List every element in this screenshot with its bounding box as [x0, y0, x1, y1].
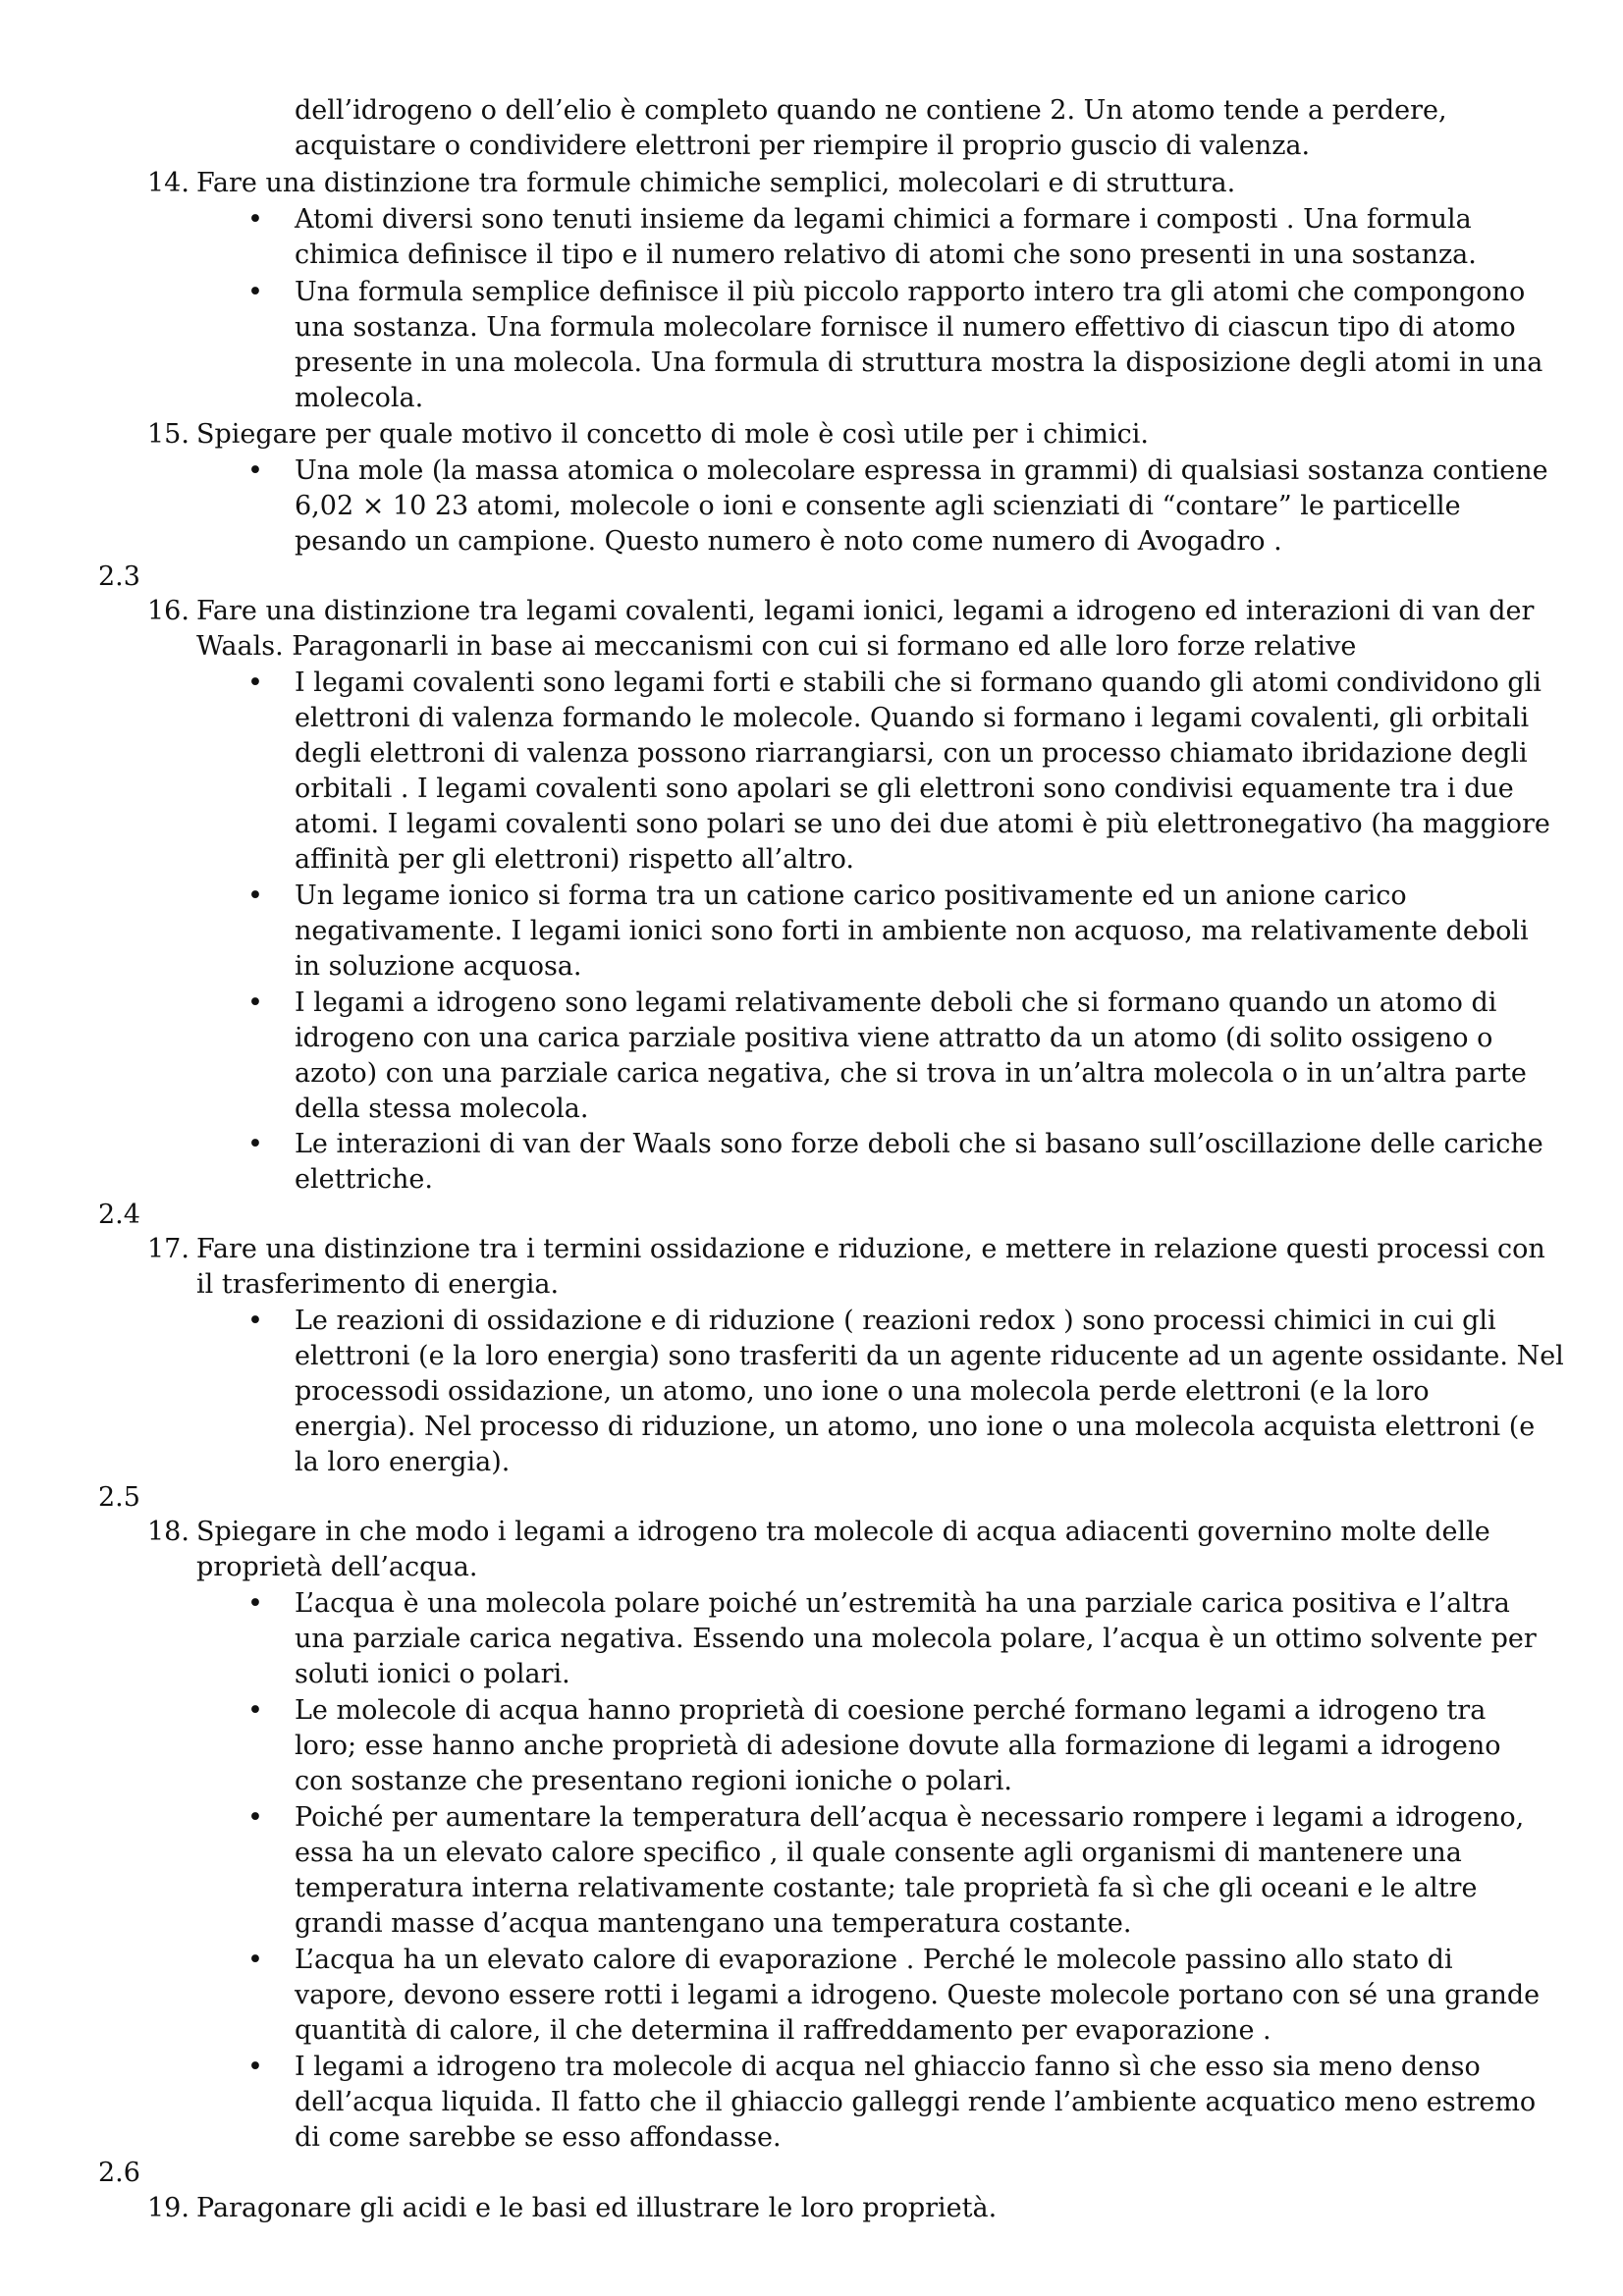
- bullet-text: I legami covalenti sono legami forti e stabili che si formano quando gli atomi condividono gli: [295, 667, 1542, 698]
- bullet-text: L’acqua ha un elevato calore di evaporazione . Perché le molecole passino allo stato di: [295, 1945, 1453, 1975]
- bullet-text: Poiché per aumentare la temperatura dell’acqua è necessario rompere i legami a idrogeno,: [295, 1802, 1525, 1833]
- question-number-16: 16.: [147, 596, 189, 626]
- question-title-18: proprietà dell’acqua.: [196, 1552, 478, 1582]
- bullet-text: Le molecole di acqua hanno proprietà di coesione perché formano legami a idrogeno tra: [295, 1695, 1487, 1726]
- bullet-text: essa ha un elevato calore specifico , il quale consente agli organismi di mantenere una: [295, 1838, 1462, 1868]
- bullet-marker: •: [247, 1306, 263, 1336]
- bullet-text: soluti ionici o polari.: [295, 1659, 570, 1689]
- bullet-text: Una formula semplice definisce il più piccolo rapporto intero tra gli atomi che compongono: [295, 277, 1526, 307]
- bullet-text: energia). Nel processo di riduzione, un atomo, uno ione o una molecola acquista elettroni (e: [295, 1412, 1536, 1442]
- bullet-marker: •: [247, 1802, 263, 1833]
- bullet-text: processodi ossidazione, un atomo, uno ione o una molecola perde elettroni (e la loro: [295, 1376, 1430, 1407]
- bullet-text: 6,02 × 10 23 atomi, molecole o ioni e consente agli scienziati di “contare” le particelle: [295, 491, 1461, 521]
- bullet-text: L’acqua è una molecola polare poiché un’estremità ha una parziale carica positiva e l’altra: [295, 1588, 1510, 1619]
- question-title-16: Fare una distinzione tra legami covalenti, legami ionici, legami a idrogeno ed interazioni di van der: [196, 596, 1535, 626]
- bullet-marker: •: [247, 1945, 263, 1975]
- bullet-text: temperatura interna relativamente costante; tale proprietà fa sì che gli oceani e le altre: [295, 1873, 1478, 1903]
- section-heading-2-5: 2.5: [98, 1482, 140, 1513]
- bullet-text: Le interazioni di van der Waals sono forze deboli che si basano sull’oscillazione delle cariche: [295, 1129, 1543, 1159]
- question-title-17: il trasferimento di energia.: [196, 1269, 560, 1300]
- bullet-text: orbitali . I legami covalenti sono apolari se gli elettroni sono condivisi equamente tra i due: [295, 774, 1514, 804]
- intro-line: acquistare o condividere elettroni per riempire il proprio guscio di valenza.: [295, 131, 1311, 161]
- bullet-text: Una mole (la massa atomica o molecolare espressa in grammi) di qualsiasi sostanza contiene: [295, 455, 1548, 486]
- question-title-17: Fare una distinzione tra i termini ossidazione e riduzione, e mettere in relazione questi processi con: [196, 1234, 1545, 1264]
- bullet-text: elettroni (e la loro energia) sono trasferiti da un agente riducente ad un agente ossidante. Nel: [295, 1341, 1564, 1371]
- bullet-text: chimica definisce il tipo e il numero relativo di atomi che sono presenti in una sostanza.: [295, 240, 1477, 270]
- question-number-19: 19.: [147, 2193, 189, 2223]
- bullet-text: I legami a idrogeno tra molecole di acqua nel ghiaccio fanno sì che esso sia meno denso: [295, 2052, 1481, 2082]
- question-title-14: Fare una distinzione tra formule chimiche semplici, molecolari e di struttura.: [196, 168, 1236, 198]
- bullet-text: della stessa molecola.: [295, 1094, 589, 1124]
- question-title-15: Spiegare per quale motivo il concetto di mole è così utile per i chimici.: [196, 419, 1149, 450]
- bullet-text: idrogeno con una carica parziale positiva viene attratto da un atomo (di solito ossigeno o: [295, 1023, 1493, 1053]
- bullet-text: la loro energia).: [295, 1447, 511, 1477]
- bullet-text: Atomi diversi sono tenuti insieme da legami chimici a formare i composti . Una formula: [295, 204, 1472, 235]
- question-number-15: 15.: [147, 419, 189, 450]
- bullet-text: di come sarebbe se esso affondasse.: [295, 2122, 782, 2153]
- bullet-text: in soluzione acquosa.: [295, 951, 582, 982]
- bullet-text: una parziale carica negativa. Essendo una molecola polare, l’acqua è un ottimo solvente per: [295, 1624, 1537, 1654]
- section-heading-2-4: 2.4: [98, 1200, 140, 1230]
- question-title-16: Waals. Paragonarli in base ai meccanismi con cui si formano ed alle loro forze relative: [196, 631, 1357, 662]
- bullet-text: molecola.: [295, 383, 424, 413]
- question-number-14: 14.: [147, 168, 189, 198]
- bullet-marker: •: [247, 455, 263, 486]
- bullet-text: atomi. I legami covalenti sono polari se uno dei due atomi è più elettronegativo (ha maggiore: [295, 809, 1550, 839]
- bullet-text: con sostanze che presentano regioni ioniche o polari.: [295, 1766, 1012, 1796]
- bullet-text: pesando un campione. Questo numero è noto come numero di Avogadro .: [295, 526, 1282, 557]
- bullet-marker: •: [247, 667, 263, 698]
- bullet-text: Le reazioni di ossidazione e di riduzione ( reazioni redox ) sono processi chimici in cui gli: [295, 1306, 1496, 1336]
- bullet-text: dell’acqua liquida. Il fatto che il ghiaccio galleggi rende l’ambiente acquatico meno estremo: [295, 2087, 1537, 2117]
- bullet-text: affinità per gli elettroni) rispetto all’altro.: [295, 844, 854, 875]
- bullet-marker: •: [247, 881, 263, 911]
- bullet-text: azoto) con una parziale carica negativa, che si trova in un’altra molecola o in un’altra parte: [295, 1058, 1527, 1089]
- bullet-text: una sostanza. Una formula molecolare fornisce il numero effettivo di ciascun tipo di atomo: [295, 312, 1516, 343]
- bullet-marker: •: [247, 277, 263, 307]
- bullet-marker: •: [247, 1695, 263, 1726]
- bullet-text: Un legame ionico si forma tra un catione carico positivamente ed un anione carico: [295, 881, 1407, 911]
- bullet-text: loro; esse hanno anche proprietà di adesione dovute alla formazione di legami a idrogeno: [295, 1731, 1501, 1761]
- section-heading-2-3: 2.3: [98, 561, 140, 592]
- bullet-text: elettroni di valenza formando le molecole. Quando si formano i legami covalenti, gli orbitali: [295, 703, 1530, 733]
- bullet-marker: •: [247, 2052, 263, 2082]
- bullet-text: degli elettroni di valenza possono riarrangiarsi, con un processo chiamato ibridazione degli: [295, 738, 1528, 769]
- bullet-marker: •: [247, 1588, 263, 1619]
- bullet-text: vapore, devono essere rotti i legami a idrogeno. Queste molecole portano con sé una grande: [295, 1980, 1541, 2010]
- bullet-text: negativamente. I legami ionici sono forti in ambiente non acquoso, ma relativamente deboli: [295, 916, 1529, 946]
- question-number-18: 18.: [147, 1517, 189, 1547]
- bullet-marker: •: [247, 1129, 263, 1159]
- question-number-17: 17.: [147, 1234, 189, 1264]
- bullet-text: I legami a idrogeno sono legami relativamente deboli che si formano quando un atomo di: [295, 988, 1497, 1018]
- section-heading-2-6: 2.6: [98, 2158, 140, 2188]
- bullet-text: presente in una molecola. Una formula di struttura mostra la disposizione degli atomi in una: [295, 347, 1543, 378]
- bullet-text: grandi masse d’acqua mantengano una temperatura costante.: [295, 1908, 1132, 1939]
- bullet-marker: •: [247, 988, 263, 1018]
- bullet-marker: •: [247, 204, 263, 235]
- bullet-text: quantità di calore, il che determina il raffreddamento per evaporazione .: [295, 2015, 1271, 2046]
- question-title-19: Paragonare gli acidi e le basi ed illustrare le loro proprietà.: [196, 2193, 998, 2223]
- intro-line: dell’idrogeno o dell’elio è completo quando ne contiene 2. Un atomo tende a perdere,: [295, 95, 1447, 126]
- question-title-18: Spiegare in che modo i legami a idrogeno tra molecole di acqua adiacenti governino molte delle: [196, 1517, 1490, 1547]
- bullet-text: elettriche.: [295, 1164, 433, 1195]
